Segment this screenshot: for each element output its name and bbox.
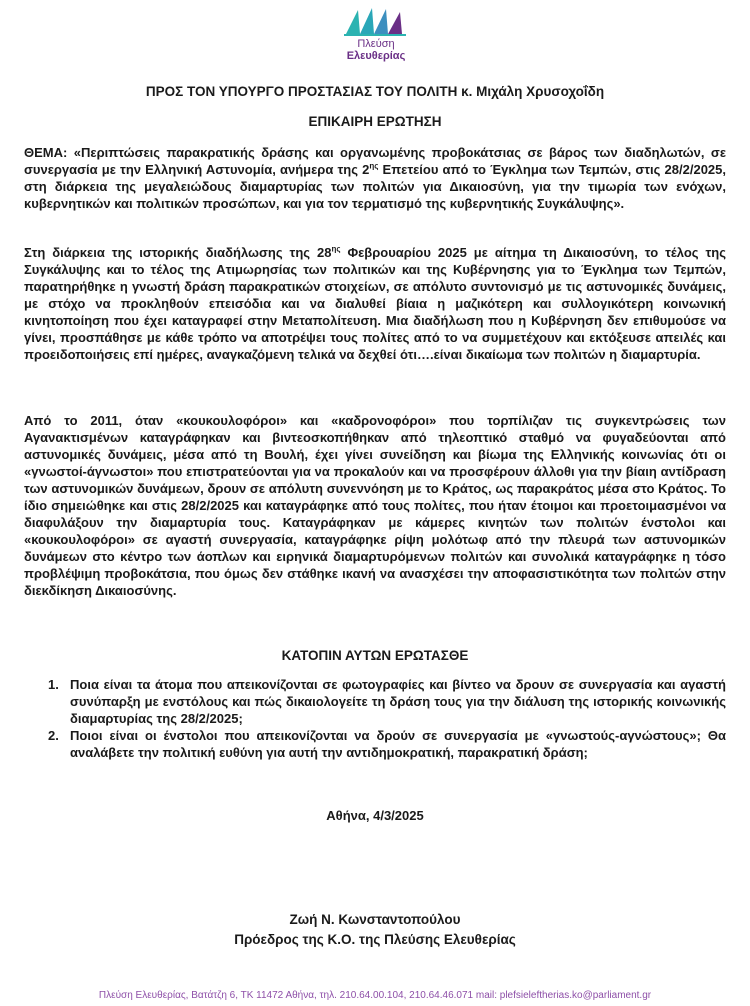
footer-contact: Πλεύση Ελευθερίας, Βατάτζη 6, ΤΚ 11472 Αθήνα, τηλ. 210.64.00.104, 210.64.46.071 mail: plefsieleftherias.ko@parliament.gr — [98, 990, 652, 1001]
document-type-heading: ΕΠΙΚΑΙΡΗ ΕΡΩΤΗΣΗ — [308, 114, 442, 129]
subject-paragraph: ΘΕΜΑ: «Περιπτώσεις παρακρατικής δράσης και οργανωμένης προβοκάτσιας σε βάρος των διαδηλωτών, σε συνεργασία με την Ελληνική Αστυνομία, ανήμερα της $2^{\eta\varsigma}$ Επετείου από το Έγκλημα των Τεμπών, στις 28/2/2025, στη διάρκεια της μεγαλειώδους διαμαρτυρίας των πολιτών για Δικαιοσύνη, για την τιμωρία των ενόχων, κυβερνητικών και πολιτικών προσώπων, και για τον τερματισμό της κυβερνητικής Συγκάλυψης». — [24, 145, 726, 211]
question-text: Ποια είναι τα άτομα που απεικονίζονται σε φωτογραφίες και βίντεο να δρουν σε συνεργασία και αγαστή συνύπαρξη με ενστόλους και πώς δικαιολογείτε τη δράση τους για την διάλυση της ιστορικής κοινωνικής διαμαρτυρίας της 28/2/2025; — [70, 677, 726, 726]
party-logo — [333, 6, 419, 62]
logo-text-line1: Πλεύση — [357, 38, 395, 50]
body-paragraph-2: Από το 2011, όταν «κουκουλοφόροι» και «καδρονοφόροι» που τορπίλιζαν τις συγκεντρώσεις των Αγανακτισμένων καταγράφηκαν και βιντεοσκοπήθηκαν από τηλεοπτικό σταθμό να φυγαδεύονται από αστυνομικές δυνάμεις, μέσα από τη Βουλή, έχει γίνει συνείδηση και βίωμα της Ελληνικής κοινωνίας ότι οι «γνωστοί-άγνωστοι» που επιστρατεύονται για να προκαλούν και να προσφέρουν άλλοθι για την βίαιη αντίδραση των αστυνομικών δυνάμεων, δρουν σε απόλυτη συνεννόηση με το Κράτος, ως παρακράτος μέσα στο Κράτος. Το ίδιο σημειώθηκε και στις 28/2/2025 και καταγράφηκε από τους πολίτες, που ήταν έτοιμοι και προετοιμασμένοι να διαφυλάξουν την διαμαρτυρία τους. Καταγράφηκαν με κάμερες κινητών των πολιτών ένστολοι και «κουκουλοφόροι» σε αγαστή συνεργασία, καταγράφηκε ρίψη μολότωφ από την πλευρά των αστυνομικών δυνάμεων στο κέντρο των άοπλων και ειρηνικά διαμαρτυρόμενων πολιτών και συνολικά καταγράφηκε η τόσο προβλέψιμη προβοκάτσια, που όμως δεν στάθηκε ικανή να ανασχέσει την αποφασιστικότητα των πολιτών στην διεκδίκηση Δικαιοσύνης. — [24, 413, 726, 598]
question-text: Ποιοι είναι οι ένστολοι που απεικονίζονται να δρούν σε συνεργασία με «γνωστούς-αγνώστους»; Θα αναλάβετε την πολιτική ευθύνη για αυτή την αντιδημοκρατική, παρακρατική δράση; — [70, 728, 726, 760]
signatory-name: Ζωή Ν. Κωνσταντοπούλου — [289, 912, 461, 927]
questions-list — [30, 676, 726, 761]
sailboats-icon — [340, 6, 412, 36]
signatory-title: Πρόεδρος της Κ.Ο. της Πλεύσης Ελευθερίας — [234, 932, 516, 947]
body-paragraph-1: Στη διάρκεια της ιστορικής διαδήλωσης της $28^{\eta\varsigma}$ Φεβρουαρίου 2025 με αίτημα τη Δικαιοσύνη, το τέλος της Συγκάλυψης και το τέλος της Ατιμωρησίας των πολιτικών και της Κυβέρνησης για το Έγκλημα των Τεμπών, παρατηρήθηκε η γνωστή δράση παρακρατικών στοιχείων, σε απόλυτο συντονισμό με τις αστυνομικές δυνάμεις, με στόχο να προκληθούν επεισόδια και να διαλυθεί βίαια η μαζικότερη και συλλογικότερη κοινωνική κινητοποίηση που έχει καταγραφεί στην Μεταπολίτευση. Μια διαδήλωση που η Κυβέρνηση δεν επιθυμούσε να γίνει, προσπάθησε με κάθε τρόπο να αποτρέψει τους πολίτες από το να συμμετέχουν και εκτόξευσε απειλές και προειδοποιήσεις επί ημέρες, αναγκαζόμενη τελικά να δεχθεί ότι….είναι δικαίωμα των πολιτών η διαμαρτυρία. — [24, 244, 726, 362]
addressee-line: ΠΡΟΣ ΤΟΝ ΥΠΟΥΡΓΟ ΠΡΟΣΤΑΣΙΑΣ ΤΟΥ ΠΟΛΙΤΗ κ. Μιχάλη Χρυσοχοΐδη — [145, 84, 605, 99]
questions-heading: ΚΑΤΟΠΙΝ ΑΥΤΩΝ ΕΡΩΤΑΣΘΕ — [281, 648, 469, 663]
question-number: 2. — [48, 728, 59, 743]
question-number: 1. — [48, 677, 59, 692]
logo-text-line2: Ελευθερίας — [346, 50, 406, 62]
date-line: Αθήνα, 4/3/2025 — [326, 808, 424, 823]
question-item-1 — [30, 676, 726, 727]
question-item-2 — [30, 727, 726, 761]
